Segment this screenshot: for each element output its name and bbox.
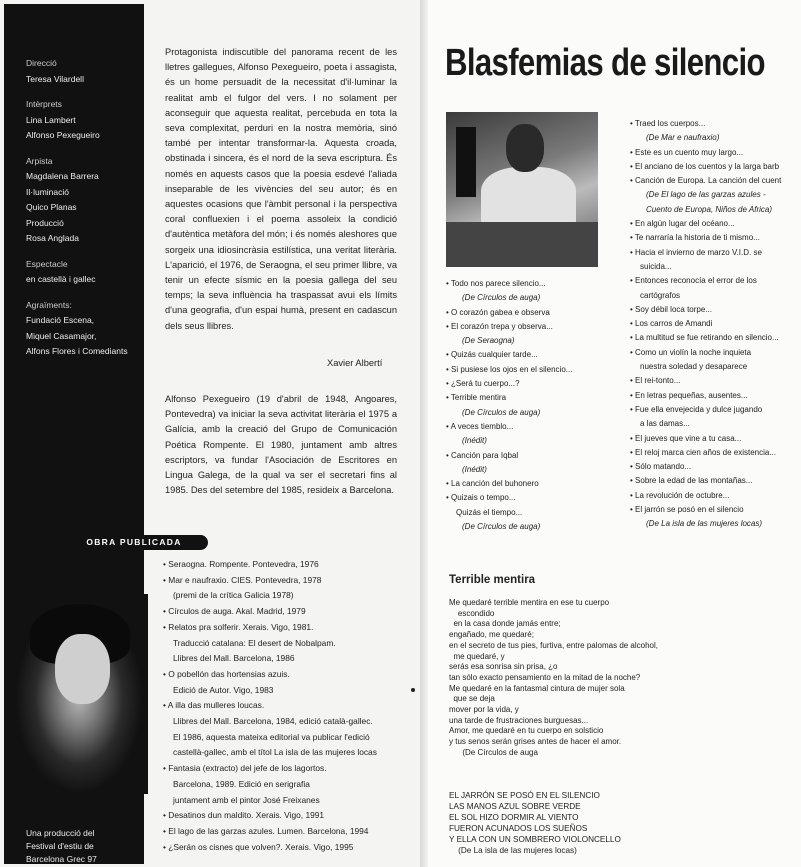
credit-name: Alfons Flores i Comediants [26,346,128,356]
poem-item: • ¿Será tu cuerpo...? [446,377,601,391]
poem-item: nuestra soledad y desaparece [640,362,748,372]
poem-item: • Los carros de Amandi [630,317,800,331]
publication-item: (premi de la crítica Galicia 1978) [173,590,294,601]
credit-name: Teresa Vilardell [26,73,84,84]
poems-list-left [446,277,601,534]
credit-name: Lina Lambert [26,114,76,125]
publication-item: • Mar e naufraxio. CIES. Pontevedra, 1978 [163,573,408,589]
photo-head-shape [506,124,544,172]
credits-list [26,56,146,370]
bullet-dot [411,688,415,692]
credit-name: en castellà i gallec [26,274,96,284]
poem-item: • Hacia el invierno de marzo V.I.D. se [630,246,800,260]
credit-role: Intèrprets [26,99,62,109]
poem-item: • El rei-tonto... [630,374,800,388]
poem-item: • El reloj marca cien años de existencia... [630,446,800,460]
credit-role: Producció [26,217,64,228]
credit-role: Il·luminació [26,186,69,197]
poem-item: • Sobre la edad de las montañas... [630,474,800,488]
poem-item: • O corazón gabea e observa [446,306,601,320]
credit-group [26,154,146,247]
bio-paragraph: Protagonista indiscutible del panorama recent de les lletres gallegues, Alfonso Pexegueiro, poeta i assagista, és un home persuadit de la necessitat d'il·luminar la realitat amb el fulgor del vers. I no solament per aconseguir que aquesta realitat, percebuda en tota la seva complexitat, perduri en la nostra memòria, sinó també per intentar transformar-la. Aquesta croada, obstinada i sincera, és el nord de la seva escriptura. És només en aquests casos que la poesia esdevé l'aliada inseparable de les vivències del seu autor; és en aquestes ocasions que l'àmbit personal i la perspectiva coral confluexien i el poema assoleix la condició d'autèntica metàfora del món; i és només aleshores que sorgeix una idiosincràsia estilística, una veritat literària. L'aparició, el 1976, de Seraogna, el seu primer llibre, va tenir un efecte sísmic en la poesia gallega del seu temps; la seva influència ha traspassat avui els límits d'una geografia, d'un espai humà, present en cadascun dels seus llibres. [165,47,397,331]
poem-item: • En letras pequeñas, ausentes... [630,389,800,403]
poem-item: • En algún lugar del océano... [630,217,800,231]
publication-item: • O pobellón das hortensias azuis. [163,667,408,683]
poem-item: • El jarrón se posó en el silencio [630,503,800,517]
poem-title: Terrible mentira [449,574,536,586]
poem-item: • Fue ella envejecida y dulce jugando [630,403,800,417]
footer-line: Una producció del [26,828,95,838]
poem-item: • Sólo matando... [630,460,800,474]
poem-item: • Terrible mentira [446,391,601,405]
poem-item: • Todo nos parece silencio... [446,277,601,291]
credit-role: Espectacle [26,258,68,269]
publication-item: • Desatinos dun maldito. Xerais. Vigo, 1991 [163,808,408,824]
publication-item: • Círculos de auga. Akal. Madrid, 1979 [163,604,408,620]
credit-name: Fundació Escena, [26,315,95,325]
poem-item: • El anciano de los cuentos y la larga barb [630,160,800,174]
poem-item: • Quizás cualquier tarde... [446,348,601,362]
poem-item: (De Círculos de auga) [462,407,541,417]
photo-shirt-shape [481,167,576,227]
bio-author: Xavier Albertí [327,358,383,368]
poem-item: cartógrafos [640,290,681,300]
credit-role: Direcció [26,58,57,68]
poem-item: • Este es un cuento muy largo... [630,146,800,160]
poem-item: (De Círculos de auga) [462,522,541,532]
photo-face-shape [55,634,110,704]
credit-group [26,56,146,87]
publications-heading-bar [60,535,208,550]
credit-group [26,257,146,288]
poem-item: (De Mar e naufraxio) [646,133,720,143]
bio-paragraph-2: Alfonso Pexegueiro (19 d'abril de 1948, Angoares, Pontevedra) va iniciar la seva activitat literària el 1975 a Galícia, amb la creació del Grupo de Comunicación Poética Rompente. El 1980, juntament amb altres escriptors, va fundar l'Asociación de Escritores en Lingua Galega, de la qual va ser el secretari fins al 1985. Des del setembre del 1985, resideix a Barcelona. [165,394,397,496]
publication-item: Barcelona, 1989. Edició en serigrafia [173,778,310,789]
poem-item: (De Círculos de auga) [462,293,541,303]
publication-item: • El lago de las garzas azules. Lumen. Barcelona, 1994 [163,824,408,840]
poem-item: • Quizais o tempo... [446,491,601,505]
footer-line: Festival d'estiu de [26,841,94,851]
poems-list-right [630,117,800,532]
credits-sidebar [4,4,144,864]
poem-item: • Te narraría la historia de ti mismo... [630,231,800,245]
publication-item: • ¿Serán os cisnes que volven?. Xerais. Vigo, 1995 [163,840,408,856]
poem-item: • A veces tiemblo... [446,420,601,434]
poem-item: (De Seraogna) [462,336,515,346]
publication-item: • Seraogna. Rompente. Pontevedra, 1976 [163,557,408,573]
credit-role: Arpista [26,155,53,166]
credit-name: Quico Planas [26,202,77,212]
poem-item: • Si pusiese los ojos en el silencio... [446,363,601,377]
poem-item: • Canción de Europa. La canción del cuent [630,174,800,188]
poem-item: • Traed los cuerpos... [630,117,800,131]
poem-item: • La multitud se fue retirando en silencio... [630,331,800,345]
poem-item: • La canción del buhonero [446,477,601,491]
publication-item: castellà-gallec, amb el títol La isla de las mujeres locas [173,747,377,758]
poem-item: • Entonces reconocía el error de los [630,274,800,288]
poem-item: • Canción para Iqbal [446,449,601,463]
credit-name: Rosa Anglada [26,233,79,243]
poem-item: • Como un violín la noche inquieta [630,346,800,360]
poem-item: • Soy débil loca torpe... [630,303,800,317]
poem-item: (De El lago de las garzas azules - [646,190,766,200]
publication-item: Edició de Autor. Vigo, 1983 [173,684,274,695]
poem-item: • La revolución de octubre... [630,489,800,503]
poem-item: (Inédit) [462,464,487,474]
poem-item: a las damas... [640,419,690,429]
publication-item: Llibres del Mall. Barcelona, 1984, edició català-gallec. [173,716,373,727]
publication-item: • A illa das mulleres loucas. [163,698,408,714]
publication-item: El 1986, aquesta mateixa editorial va publicar l'edició [173,731,370,742]
poem-item: (Inédit) [462,436,487,446]
poem-item: suicida... [640,261,672,271]
publication-item: • Fantasia (extracto) del jefe de los lagortos. [163,761,408,777]
actress-photo [10,594,148,794]
poem-item: • El corazón trepa y observa... [446,320,601,334]
publication-item: • Relatos pra solferir. Xerais. Vigo, 1981. [163,620,408,636]
credit-name: Magdalena Barrera [26,171,99,181]
poem-text: Me quedaré terrible mentira en ese tu cuerpo escondido en la casa donde jamás entre; engañado, me quedaré; en el secreto de tus pies, furtiva, entre palomas de alcohol, me quedaré, y serás esa sonrisa sin prisa, ¿o tan sólo exacto pensamiento en la mitad de la noche? Me quedaré en la fantasmal cintura de mujer sola que se deja mover por la vida, y una tarde de frustraciones burguesas... Amor, me quedaré en tu cuerpo en solsticio y tus senos serán grises antes de hacer el amor. (De Círculos de auga [449,598,659,757]
credit-name: Miquel Casamajor, [26,330,97,341]
page-title: Blasfemias de silencio [445,42,765,84]
credit-name: Alfonso Pexegueiro [26,130,100,140]
publication-item: Traducció catalana: El desert de Nobalpam. [173,637,336,648]
publication-item: Llibres del Mall. Barcelona, 1986 [173,653,295,664]
photo-desk-shape [446,222,598,267]
publications-heading: OBRA PUBLICADA [86,537,182,547]
credit-group [26,298,146,360]
photo-lamp-shape [456,127,476,197]
poem-item: Quizás el tiempo... [456,507,523,517]
credit-group [26,97,146,144]
footer-line: Barcelona Grec 97 [26,854,97,864]
poem-text-2: EL JARRÓN SE POSÓ EN EL SILENCIO LAS MANOS AZUL SOBRE VERDE EL SOL HIZO DORMIR AL VIENTO FUERON ACUNADOS LOS SUEÑOS Y ELLA CON UN SOMBRERO VIOLONCELLO (De La isla de las mujeres locas) [449,791,621,855]
credit-role: Agraïments: [26,299,72,310]
production-footer [26,827,146,866]
poem-item: • El jueves que vine a tu casa... [630,432,800,446]
publications-list [163,557,408,855]
poem-item: Cuento de Europa, Niños de Africa) [646,204,772,214]
poet-photo [446,112,598,267]
poem-item: (De La isla de las mujeres locas) [646,519,763,529]
publication-item: juntament amb el pintor José Freixanes [173,794,320,805]
